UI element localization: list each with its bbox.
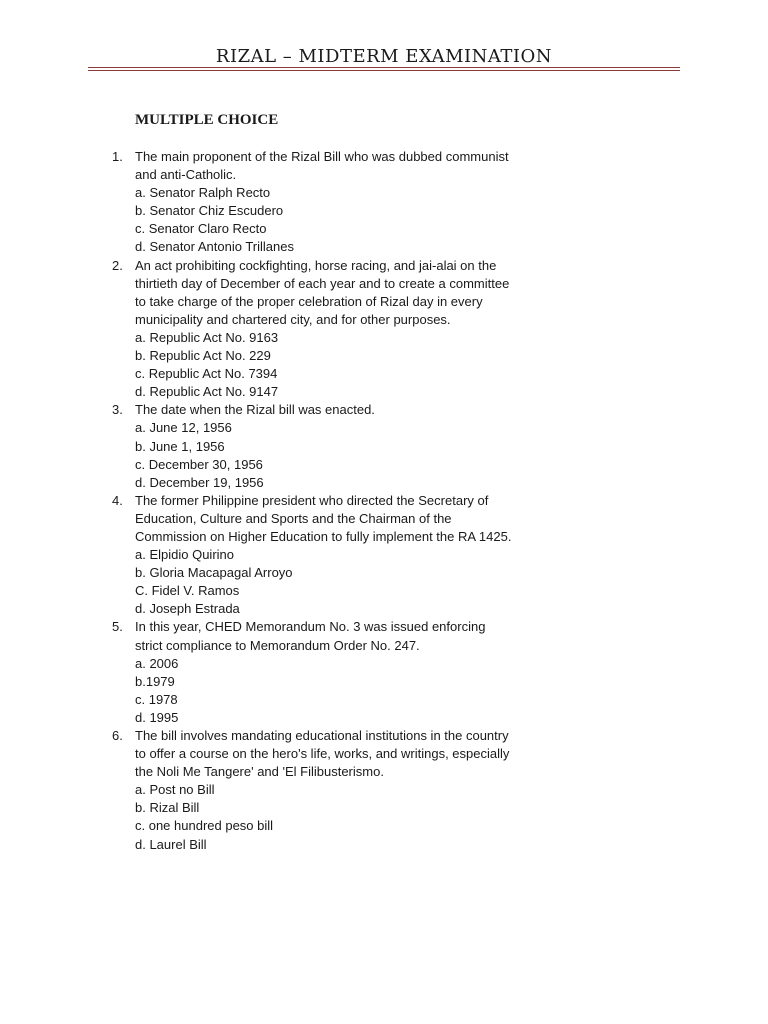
answer-option: d. Laurel Bill (135, 836, 207, 852)
answer-option: a. 2006 (135, 655, 179, 671)
answer-option: C. Fidel V. Ramos (135, 583, 240, 599)
question-text: The date when the Rizal bill was enacted. (135, 402, 375, 418)
answer-option: a. Republic Act No. 9163 (135, 329, 279, 345)
question-6 (0, 727, 515, 854)
section-heading: MULTIPLE CHOICE (135, 112, 279, 128)
question-text: The bill involves mandating educational institutions in the country to offer a course on the hero's life, works, and writings, especially the Noli Me Tangere' and 'El Filibusterismo. (135, 728, 510, 780)
title-rule-bottom (88, 70, 680, 71)
answer-option: b. Rizal Bill (135, 800, 200, 816)
answer-option: c. December 30, 1956 (135, 456, 263, 472)
answer-option: b. Senator Chiz Escudero (135, 203, 284, 219)
document-title: RIZAL – MIDTERM EXAMINATION (215, 46, 553, 67)
question-text: An act prohibiting cockfighting, horse racing, and jai-alai on the thirtieth day of December of each year and to create a committee to take charge of the proper celebration of Rizal day in every municipality and chartered city, and for other purposes. (135, 257, 510, 327)
question-2 (0, 257, 515, 402)
question-number: 6. (112, 728, 123, 743)
answer-option: b. Republic Act No. 229 (135, 348, 271, 364)
answer-option: a. Senator Ralph Recto (135, 185, 271, 201)
question-number: 5. (112, 619, 123, 635)
answer-option: a. Elpidio Quirino (135, 547, 234, 563)
question-text: In this year, CHED Memorandum No. 3 was issued enforcing strict compliance to Memorandum Order No. 247. (135, 619, 486, 653)
title-rule-top (88, 67, 680, 68)
question-number: 4. (112, 492, 123, 508)
answer-option: d. December 19, 1956 (135, 474, 264, 490)
answer-option: c. one hundred peso bill (135, 818, 274, 834)
question-3 (0, 401, 515, 491)
answer-option: d. 1995 (135, 709, 179, 725)
question-number: 1. (112, 149, 123, 164)
answer-option: d. Senator Antonio Trillanes (135, 239, 294, 255)
question-text: The main proponent of the Rizal Bill who was dubbed communist and anti-Catholic. (135, 149, 509, 183)
answer-option: b. Gloria Macapagal Arroyo (135, 565, 293, 581)
answer-option: c. Republic Act No. 7394 (135, 366, 278, 382)
answer-option: b.1979 (135, 673, 175, 689)
question-5 (0, 618, 515, 727)
answer-option: d. Republic Act No. 9147 (135, 384, 279, 400)
question-list (0, 148, 515, 854)
answer-option: b. June 1, 1956 (135, 438, 225, 454)
answer-option: a. Post no Bill (135, 782, 215, 798)
answer-option: c. 1978 (135, 691, 178, 707)
question-4 (0, 492, 515, 619)
question-1 (0, 148, 515, 257)
answer-option: d. Joseph Estrada (135, 601, 240, 617)
question-number: 2. (112, 257, 123, 273)
question-text: The former Philippine president who directed the Secretary of Education, Culture and Sports and the Chairman of the Commission on Higher Education to fully implement the RA 1425. (135, 492, 512, 544)
question-number: 3. (112, 402, 123, 418)
answer-option: a. June 12, 1956 (135, 420, 232, 436)
answer-option: c. Senator Claro Recto (135, 221, 267, 237)
